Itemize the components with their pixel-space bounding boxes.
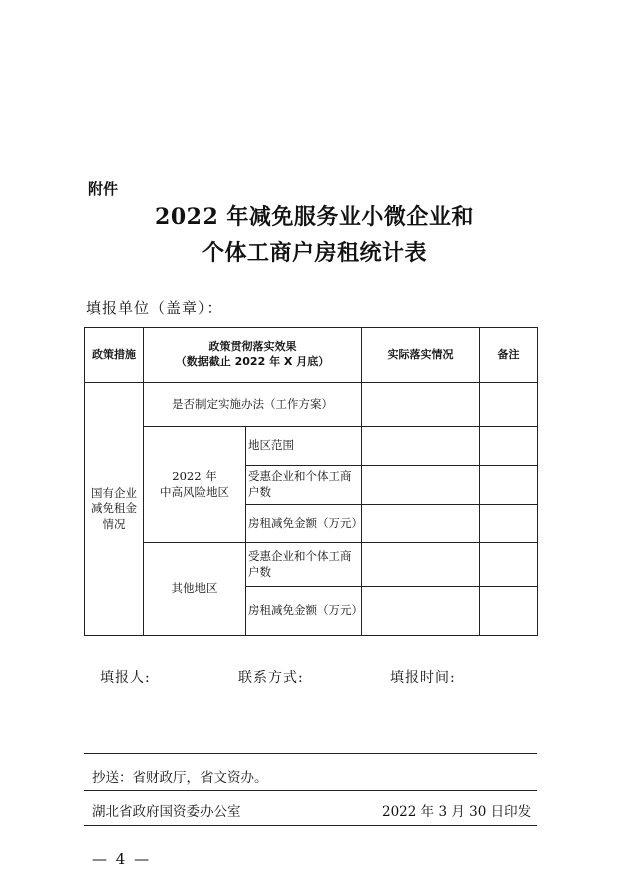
divider-top <box>84 753 537 754</box>
document-title-line-2: 个体工商户房租统计表 <box>201 240 427 266</box>
remarks-cell[interactable] <box>480 383 538 427</box>
fill-time-label: 填报时间: <box>390 670 456 686</box>
fill-unit-label: 填报单位（盖章）： <box>86 299 223 317</box>
actual-cell[interactable] <box>362 543 480 587</box>
actual-cell[interactable] <box>362 466 480 505</box>
measure-name-cell <box>85 383 144 636</box>
divider-bottom <box>84 825 537 826</box>
item-label-amount: 房租减免金额（万元） <box>246 505 362 543</box>
header-remarks: 备注 <box>480 328 538 383</box>
table-row <box>85 543 538 587</box>
header-actual-status: 实际落实情况 <box>362 328 480 383</box>
item-label-count: 受惠企业和个体工商户数 <box>246 543 362 587</box>
remarks-cell[interactable] <box>480 466 538 505</box>
attachment-label: 附件 <box>88 180 119 198</box>
item-label-amount: 房租减免金额（万元） <box>246 587 362 636</box>
header-effect-line-1: 政策贯彻落实效果 <box>208 340 297 354</box>
issuing-office: 湖北省政府国资委办公室 <box>92 804 241 820</box>
remarks-cell[interactable] <box>480 505 538 543</box>
actual-cell[interactable] <box>362 587 480 636</box>
divider-middle <box>84 790 537 791</box>
filler-label: 填报人: <box>100 670 151 686</box>
cc-line: 抄送：省财政厅，省文资办。 <box>92 770 268 786</box>
item-label-area: 地区范围 <box>246 427 362 466</box>
contact-label: 联系方式: <box>238 670 304 686</box>
group-other-areas: 其他地区 <box>144 543 246 636</box>
plan-question-cell: 是否制定实施办法（工作方案） <box>144 383 362 427</box>
actual-cell[interactable] <box>362 427 480 466</box>
document-title-line-1: 2022 年减免服务业小微企业和 <box>155 204 474 230</box>
rent-statistics-table <box>84 327 538 636</box>
print-date: 2022 年 3 月 30 日印发 <box>382 804 532 820</box>
table-row <box>85 383 538 427</box>
header-policy-measure: 政策措施 <box>85 328 144 383</box>
group-high-risk: 2022 年 中高风险地区 <box>144 427 246 543</box>
table-header-row <box>85 328 538 383</box>
table-row <box>85 427 538 466</box>
actual-cell[interactable] <box>362 383 480 427</box>
remarks-cell[interactable] <box>480 543 538 587</box>
remarks-cell[interactable] <box>480 587 538 636</box>
header-effect-line-2: （数据截止 2022 年 X 月底） <box>175 355 330 368</box>
page-number: — 4 — <box>92 850 152 868</box>
item-label-count: 受惠企业和个体工商户数 <box>246 466 362 505</box>
header-policy-effect <box>144 328 362 383</box>
measure-name: 国有企业减免租金情况 <box>91 485 137 531</box>
actual-cell[interactable] <box>362 505 480 543</box>
remarks-cell[interactable] <box>480 427 538 466</box>
